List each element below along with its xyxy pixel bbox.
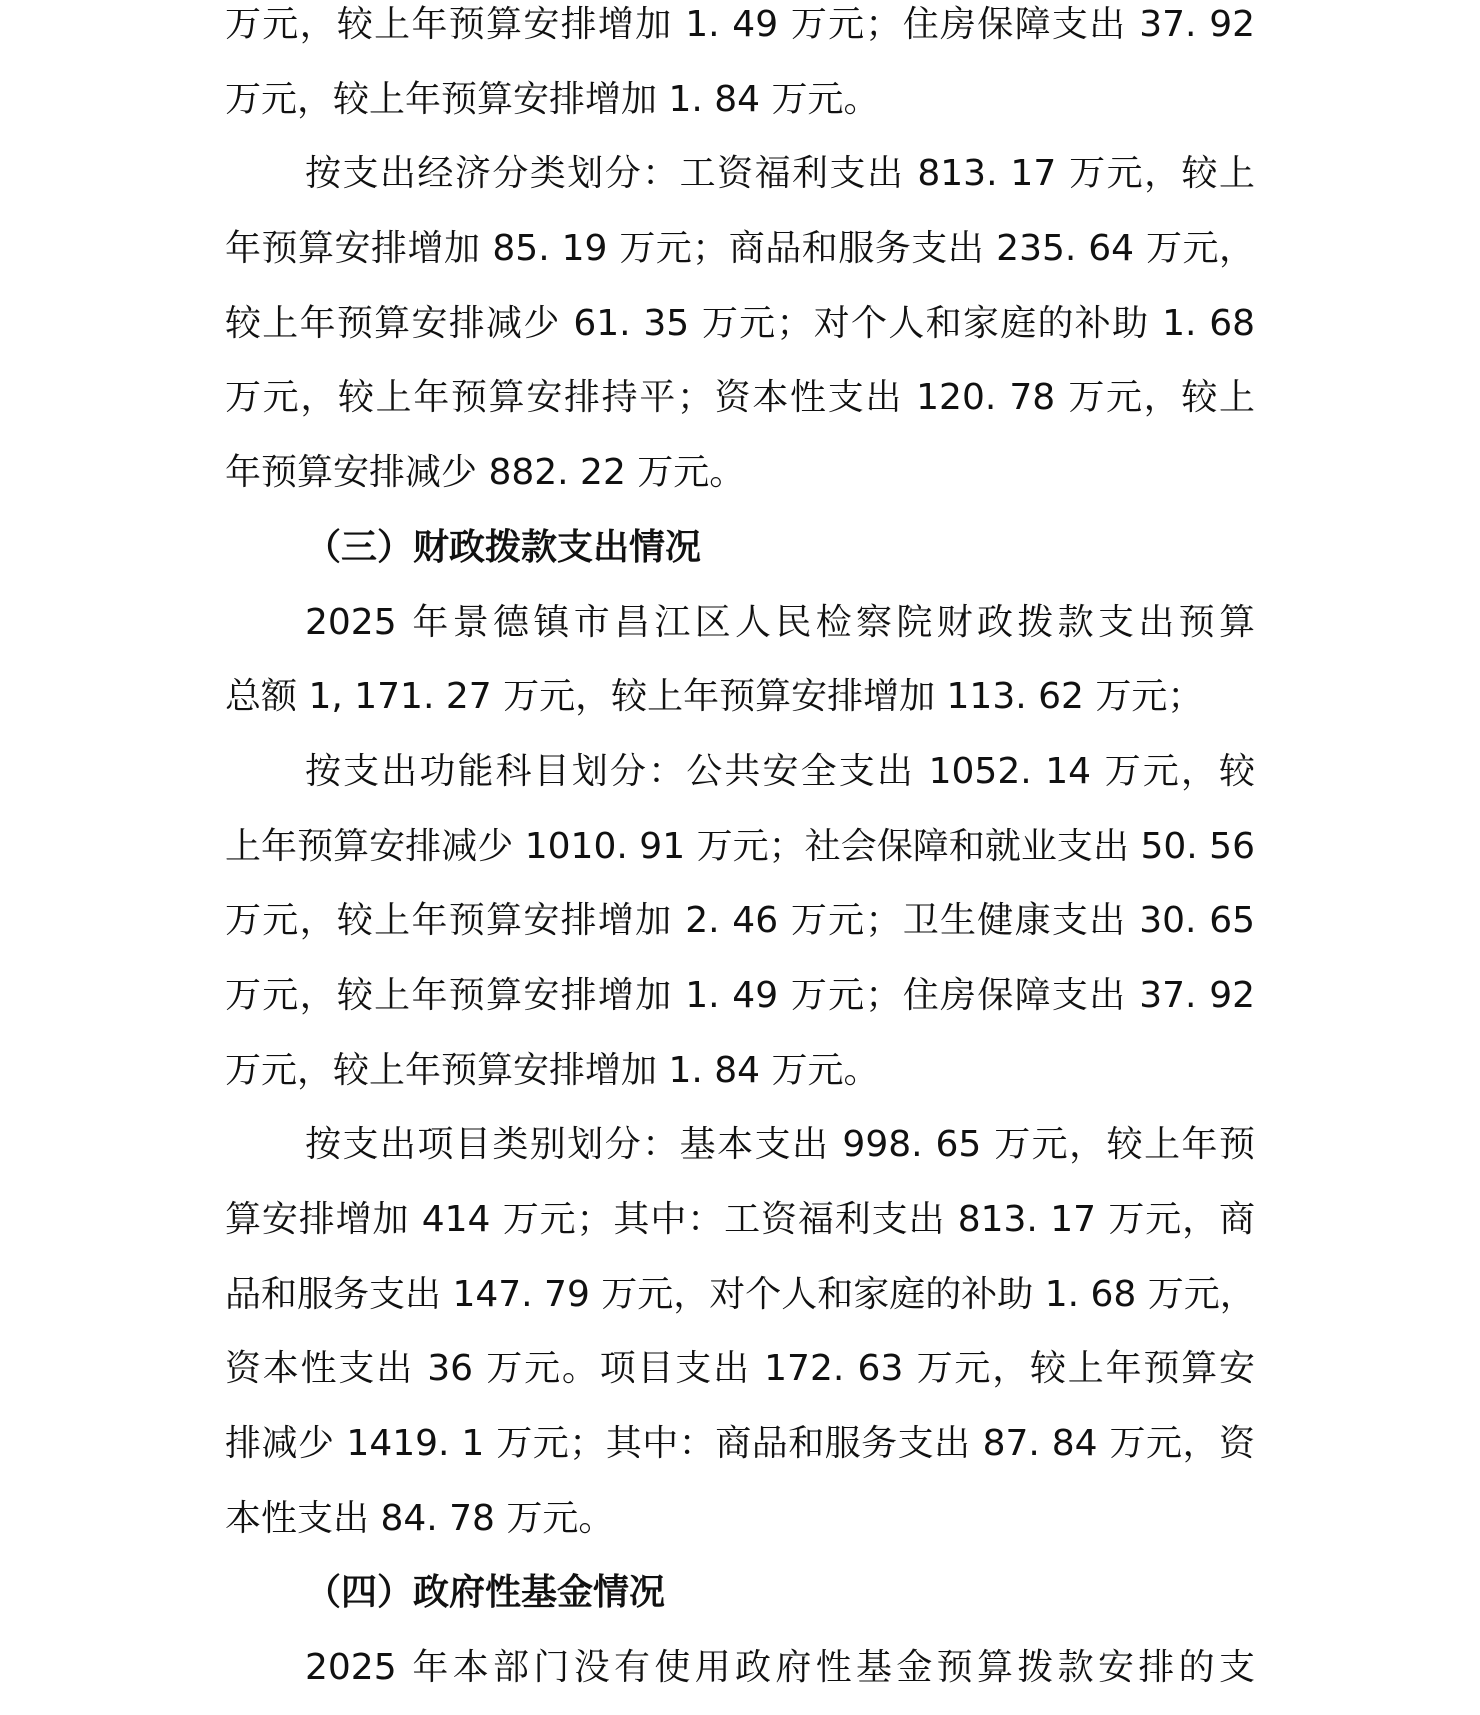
body-line: 万元，较上年预算安排持平；资本性支出 120. 78 万元，较上 (225, 377, 1255, 419)
body-line: 万元，较上年预算安排增加 1. 84 万元。 (225, 1049, 880, 1091)
body-line: 资本性支出 36 万元。项目支出 172. 63 万元，较上年预算安 (225, 1348, 1255, 1390)
document-page (225, 0, 1255, 1706)
paragraph-start-line: 2025 年景德镇市昌江区人民检察院财政拨款支出预算 (305, 601, 1255, 643)
body-line: 万元，较上年预算安排增加 2. 46 万元；卫生健康支出 30. 65 (225, 900, 1255, 942)
body-line: 较上年预算安排减少 61. 35 万元；对个人和家庭的补助 1. 68 (225, 302, 1255, 344)
section-heading: （三）财政拨款支出情况 (305, 526, 702, 568)
paragraph-start-line: 按支出功能科目划分：公共安全支出 1052. 14 万元，较 (305, 750, 1255, 792)
body-line: 算安排增加 414 万元；其中：工资福利支出 813. 17 万元，商 (225, 1199, 1255, 1240)
body-line: 万元，较上年预算安排增加 1. 84 万元。 (225, 78, 880, 120)
body-line: 总额 1, 171. 27 万元，较上年预算安排增加 113. 62 万元； (225, 676, 1204, 718)
body-line: 排减少 1419. 1 万元；其中：商品和服务支出 87. 84 万元，资 (225, 1423, 1255, 1465)
body-line: 上年预算安排减少 1010. 91 万元；社会保障和就业支出 50. 56 (225, 825, 1255, 867)
paragraph-start-line: 2025 年本部门没有使用政府性基金预算拨款安排的支 (305, 1647, 1255, 1689)
body-line: 万元，较上年预算安排增加 1. 49 万元；住房保障支出 37. 92 (225, 4, 1255, 45)
body-line: 本性支出 84. 78 万元。 (225, 1497, 615, 1539)
body-line: 品和服务支出 147. 79 万元，对个人和家庭的补助 1. 68 万元， (225, 1273, 1256, 1315)
paragraph-start-line: 按支出项目类别划分：基本支出 998. 65 万元，较上年预 (305, 1124, 1255, 1166)
body-line: 年预算安排减少 882. 22 万元。 (225, 452, 746, 494)
body-line: 万元，较上年预算安排增加 1. 49 万元；住房保障支出 37. 92 (225, 974, 1255, 1016)
body-line: 年预算安排增加 85. 19 万元；商品和服务支出 235. 64 万元， (225, 228, 1255, 270)
paragraph-start-line: 按支出经济分类划分：工资福利支出 813. 17 万元，较上 (305, 153, 1255, 195)
section-heading: （四）政府性基金情况 (305, 1572, 666, 1614)
